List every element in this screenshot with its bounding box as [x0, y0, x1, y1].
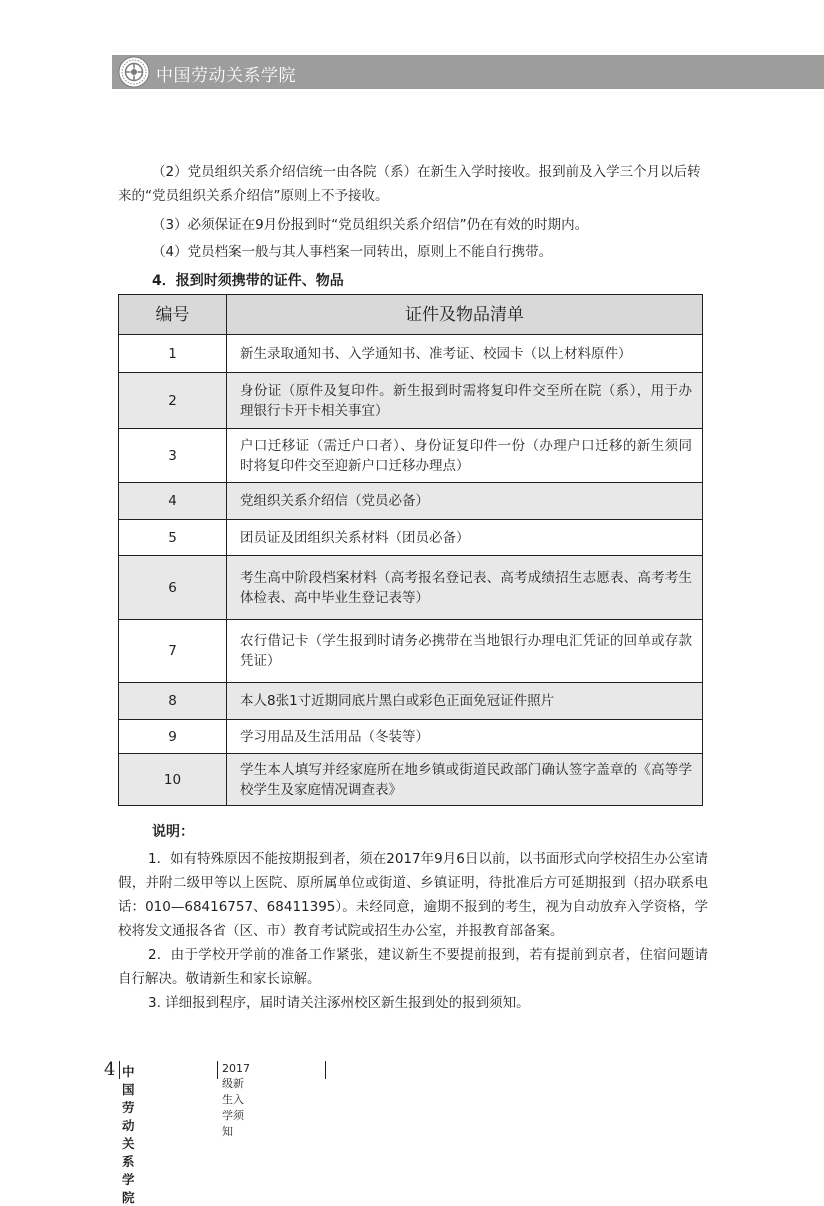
row-number: 3	[119, 429, 227, 483]
table-row	[119, 373, 703, 429]
row-number: 1	[119, 335, 227, 373]
row-item: 户口迁移证（需迁户口者）、身份证复印件一份（办理户口迁移的新生须同时将复印件交至迎新户口迁移办理点）	[227, 429, 703, 483]
row-item: 学习用品及生活用品（冬装等）	[227, 720, 703, 754]
paragraph-letter-validity: （3）必须保证在9月份报到时“党员组织关系介绍信”仍在有效的时期内。	[152, 217, 589, 233]
row-number: 4	[119, 483, 227, 520]
row-item: 身份证（原件及复印件。新生报到时需将复印件交至所在院（系），用于办理银行卡开卡相关事宜）	[227, 373, 703, 429]
row-item: 党组织关系介绍信（党员必备）	[227, 483, 703, 520]
note-item: 2．由于学校开学前的准备工作紧张，建议新生不要提前报到，若有提前到京者，住宿问题请自行解决。敬请新生和家长谅解。	[118, 947, 708, 987]
row-number: 2	[119, 373, 227, 429]
header-school-name: 中国劳动关系学院	[156, 66, 296, 86]
row-number: 10	[119, 754, 227, 806]
notes-body	[118, 847, 708, 1015]
row-number: 9	[119, 720, 227, 754]
table-row	[119, 520, 703, 556]
footer-divider	[119, 1061, 120, 1079]
row-item: 本人8张1寸近期同底片黑白或彩色正面免冠证件照片	[227, 683, 703, 720]
footer-divider	[217, 1061, 218, 1079]
row-item: 团员证及团组织关系材料（团员必备）	[227, 520, 703, 556]
table-row	[119, 483, 703, 520]
row-number: 6	[119, 556, 227, 620]
footer-school-name: 中国劳动关系学院	[122, 1064, 136, 1205]
table-row	[119, 620, 703, 683]
paragraph-party-letter: （2）党员组织关系介绍信统一由各院（系）在新生入学时接收。报到前及入学三个月以后转来的“党员组织关系介绍信”原则上不予接收。	[118, 164, 701, 204]
table-header-row	[119, 295, 703, 335]
notes-title: 说明：	[152, 824, 194, 840]
school-logo-icon	[118, 56, 150, 88]
note-item: 1．如有特殊原因不能按期报到者，须在2017年9月6日以前，以书面形式向学校招生办公室请假，并附二级甲等以上医院、原所属单位或街道、乡镇证明，待批准后方可延期报到（招办联系电话：010—68416757、68411395）。未经同意，逾期不报到的考生，视为自动放弃入学资格，学校将发文通报各省（区、市）教育考试院或招生办公室，并报教育部备案。	[118, 851, 708, 939]
row-item: 学生本人填写并经家庭所在地乡镇或街道民政部门确认签字盖章的《高等学校学生及家庭情况调查表》	[227, 754, 703, 806]
page-number: 4	[104, 1059, 116, 1080]
items-table	[118, 294, 703, 806]
table-row	[119, 429, 703, 483]
row-item: 考生高中阶段档案材料（高考报名登记表、高考成绩招生志愿表、高考考生体检表、高中毕业生登记表等）	[227, 556, 703, 620]
table-row	[119, 335, 703, 373]
note-item: 3. 详细报到程序，届时请关注涿州校区新生报到处的报到须知。	[148, 995, 530, 1011]
paragraph-party-archive: （4）党员档案一般与其人事档案一同转出，原则上不能自行携带。	[152, 244, 553, 260]
table-row	[119, 683, 703, 720]
row-number: 5	[119, 520, 227, 556]
footer-divider	[325, 1061, 326, 1079]
row-number: 8	[119, 683, 227, 720]
section-title: 4．报到时须携带的证件、物品	[152, 273, 344, 289]
table-row	[119, 720, 703, 754]
row-number: 7	[119, 620, 227, 683]
table-row	[119, 754, 703, 806]
row-item: 新生录取通知书、入学通知书、准考证、校园卡（以上材料原件）	[227, 335, 703, 373]
table-row	[119, 556, 703, 620]
footer-doc-title: 2017级新生入学须知	[222, 1062, 250, 1138]
row-item: 农行借记卡（学生报到时请务必携带在当地银行办理电汇凭证的回单或存款凭证）	[227, 620, 703, 683]
header-number: 编号	[119, 295, 227, 335]
header-list: 证件及物品清单	[227, 295, 703, 335]
